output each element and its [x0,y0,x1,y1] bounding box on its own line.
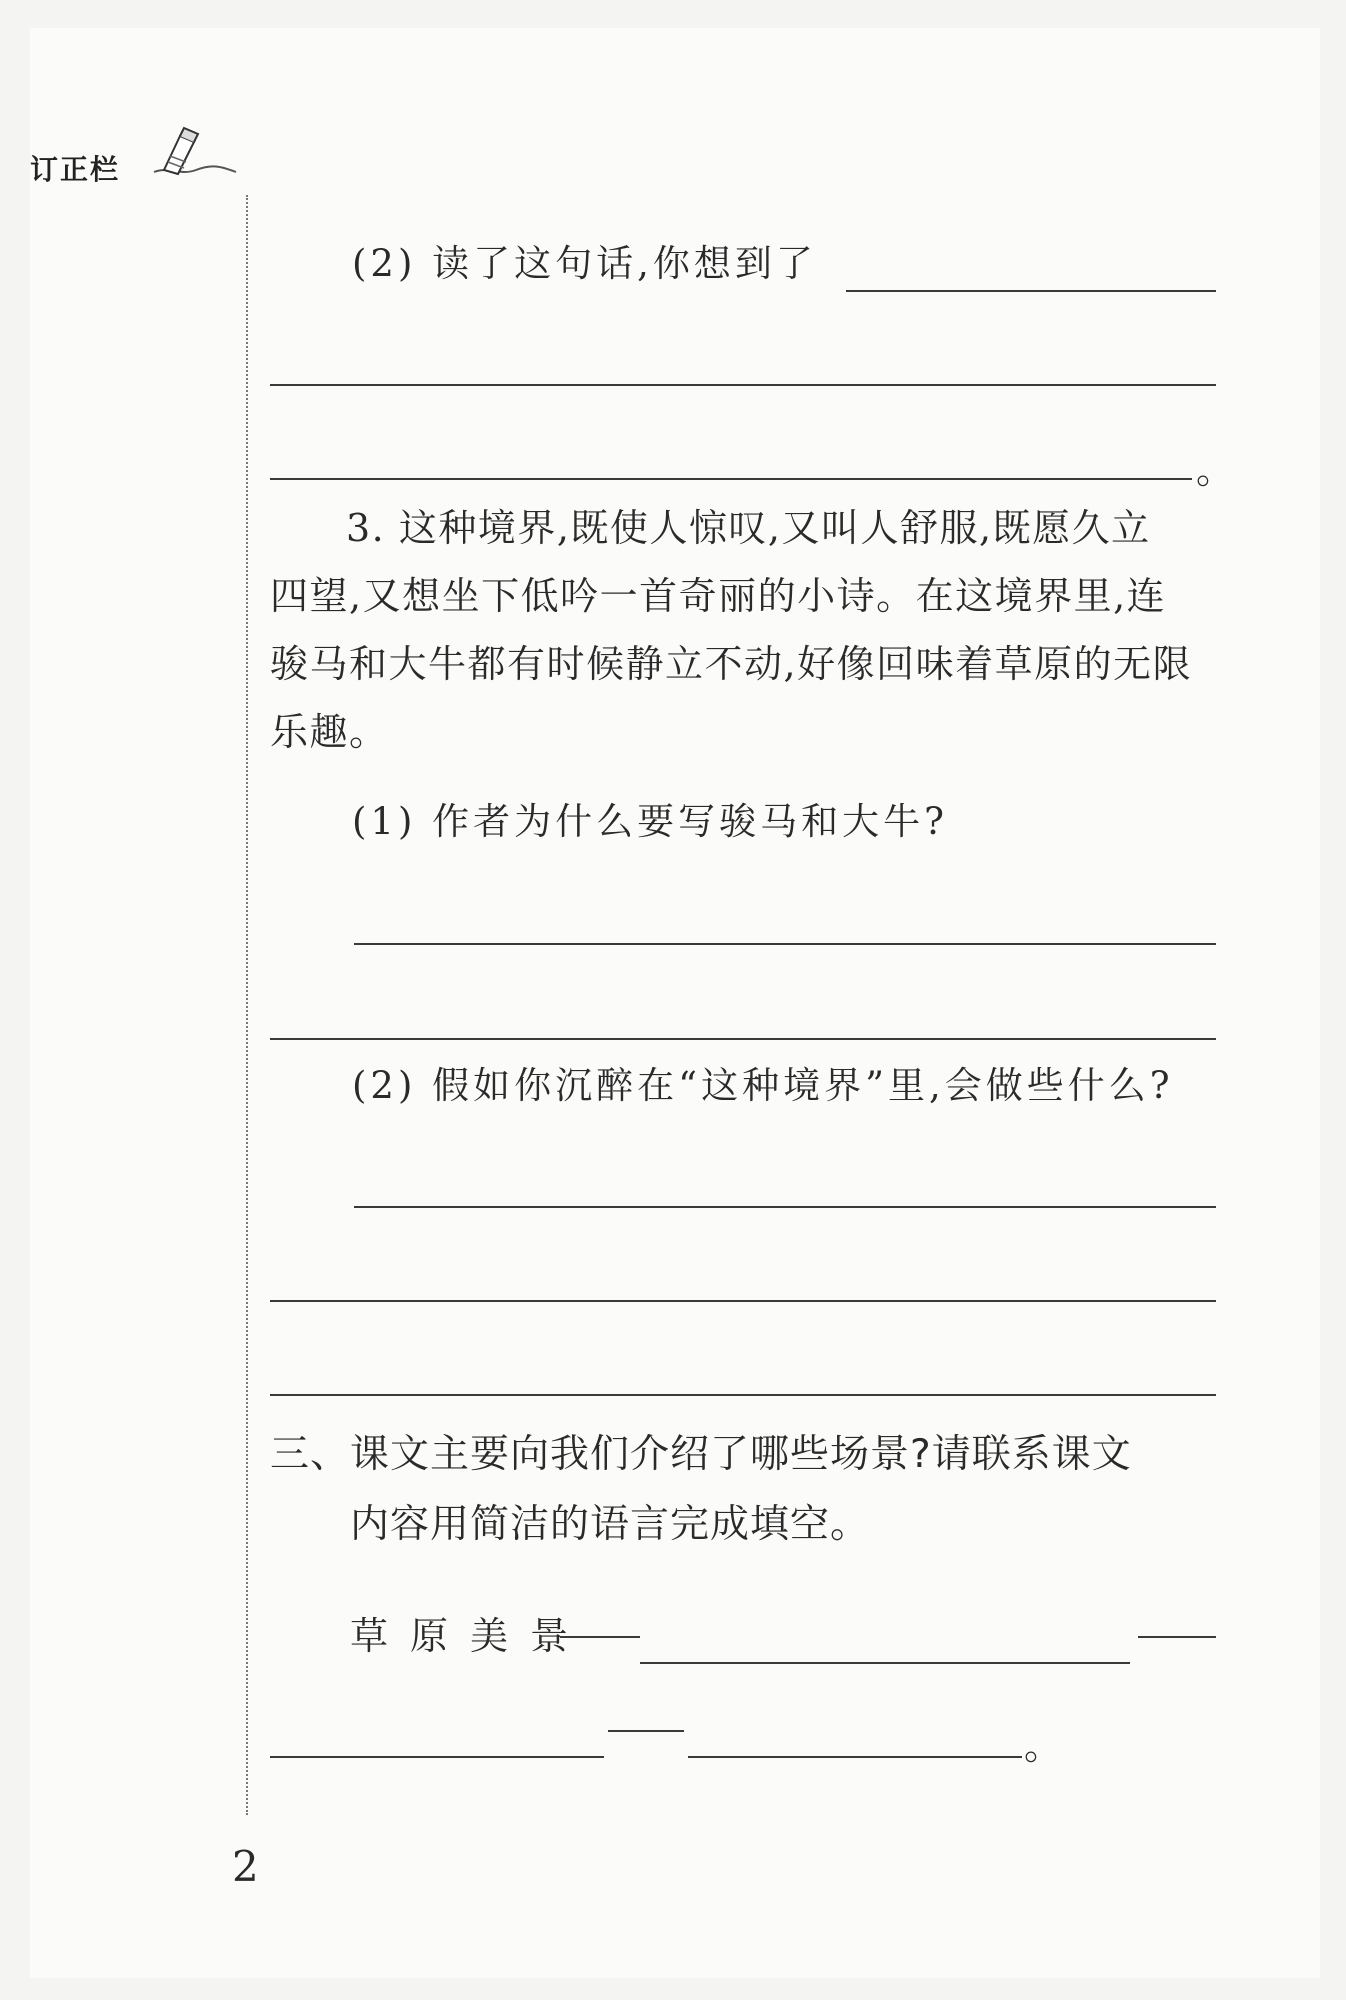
worksheet-page [30,28,1320,1978]
em-dash [1138,1636,1216,1638]
pencil-icon [150,126,240,182]
question-3-1-prompt: (1) 作者为什么要写骏马和大牛? [352,800,949,843]
question-3-2-prompt: (2) 假如你沉醉在“这种境界”里,会做些什么? [352,1064,1174,1107]
answer-line[interactable] [354,943,1216,945]
page-number: 2 [232,1842,259,1891]
section-heading: 三、课文主要向我们介绍了哪些场景?请联系课文 [270,1432,1132,1477]
section-heading-continued: 内容用简洁的语言完成填空。 [350,1502,871,1547]
question-2-2-prompt: (2) 读了这句话,你想到了 [352,242,817,285]
passage-line: 乐趣。 [270,710,389,754]
margin-divider [246,195,248,1815]
answer-line[interactable] [354,1206,1216,1208]
answer-line[interactable] [270,478,1192,480]
passage-line: 3. 这种境界,既使人惊叹,又叫人舒服,既愿久立 [346,506,1151,550]
em-dash [560,1636,640,1638]
answer-line[interactable] [270,1394,1216,1396]
answer-line[interactable] [270,1300,1216,1302]
sidebar-title: 订正栏 [30,153,121,186]
fill-blank[interactable] [688,1756,1022,1758]
passage-line: 四望,又想坐下低吟一首奇丽的小诗。在这境界里,连 [270,574,1167,618]
period-mark: 。 [1024,1724,1063,1768]
fill-blank[interactable] [270,1756,604,1758]
answer-line[interactable] [270,384,1216,386]
answer-line[interactable] [270,1038,1216,1040]
fill-in-label: 草原美景 [350,1614,591,1658]
em-dash [608,1730,684,1732]
answer-line[interactable] [846,290,1216,292]
fill-blank[interactable] [640,1662,1130,1664]
period-mark: 。 [1196,448,1235,492]
passage-line: 骏马和大牛都有时候静立不动,好像回味着草原的无限 [270,642,1193,686]
